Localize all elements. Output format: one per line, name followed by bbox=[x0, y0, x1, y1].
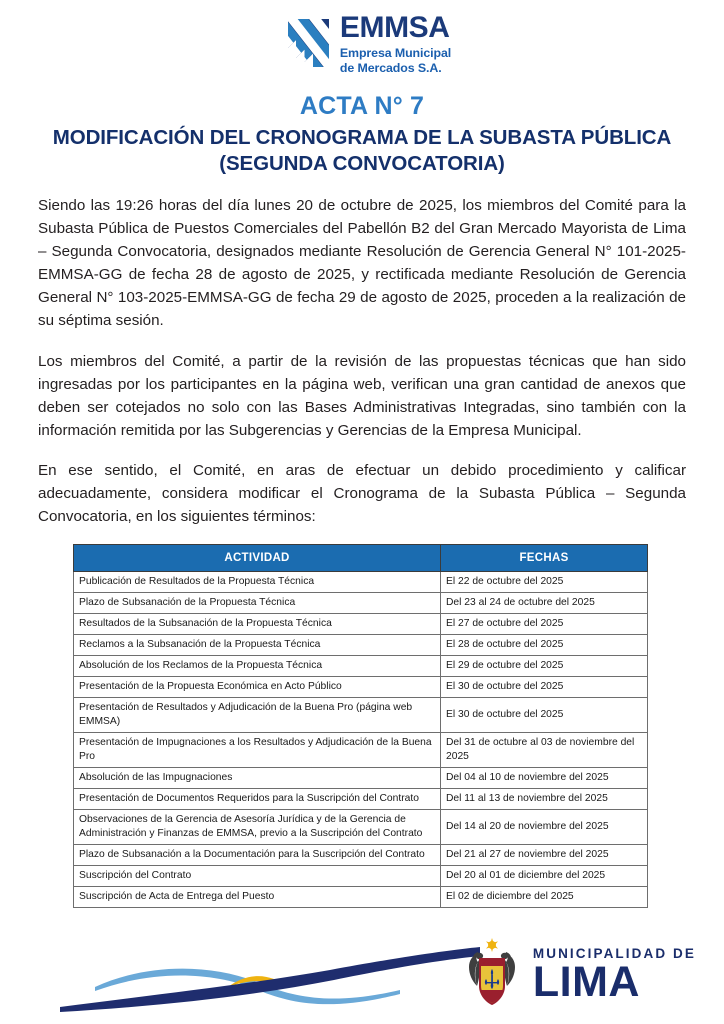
lima-coat-of-arms bbox=[461, 938, 523, 1012]
decorative-wave bbox=[0, 932, 480, 1024]
cell-activity: Resultados de la Subsanación de la Propuesta Técnica bbox=[74, 614, 441, 635]
cell-activity: Presentación de Resultados y Adjudicación de la Buena Pro (página web EMMSA) bbox=[74, 698, 441, 733]
cell-date: Del 04 al 10 de noviembre del 2025 bbox=[441, 768, 648, 789]
paragraph-3: En ese sentido, el Comité, en aras de efectuar un debido procedimiento y calificar adecuadamente, considera modificar el Cronograma de la Subasta Pública – Segunda Convocatoria, en los siguientes términos: bbox=[38, 461, 686, 526]
table-row bbox=[74, 614, 648, 635]
paragraph-1: Siendo las 19:26 horas del día lunes 20 de octubre de 2025, los miembros del Comité para la Subasta Pública de Puestos Comerciales del Pabellón B2 del Gran Mercado Mayorista de Lima – Segunda Convocatoria, designados mediante Resolución de Gerencia General N° 101-2025-EMMSA-GG de fecha 28 de agosto de 2025, y rectificada mediante Resolución de Gerencia General N° 103-2025-EMMSA-GG de fecha 29 de agosto de 2025, proceden a la realización de su séptima sesión. bbox=[38, 196, 686, 330]
emmsa-wordmark bbox=[340, 13, 451, 75]
cell-activity: Observaciones de la Gerencia de Asesoría Jurídica y de la Gerencia de Administración y Finanzas de EMMSA, previo a la Suscripción del Contrato bbox=[74, 810, 441, 845]
cell-activity: Presentación de la Propuesta Económica en Acto Público bbox=[74, 677, 441, 698]
cell-activity: Absolución de los Reclamos de la Propuesta Técnica bbox=[74, 656, 441, 677]
schedule-table-wrapper bbox=[73, 544, 651, 908]
table-row bbox=[74, 733, 648, 768]
lima-text: LIMA bbox=[532, 957, 640, 1006]
emmsa-name: EMMSA bbox=[339, 11, 450, 44]
document-header bbox=[0, 0, 724, 75]
cell-activity: Suscripción de Acta de Entrega del Puesto bbox=[74, 887, 441, 908]
table-row bbox=[74, 866, 648, 887]
table-row bbox=[74, 635, 648, 656]
cell-date: Del 21 al 27 de noviembre del 2025 bbox=[441, 845, 648, 866]
emmsa-logo bbox=[273, 13, 451, 75]
cell-date: Del 23 al 24 de octubre del 2025 bbox=[441, 593, 648, 614]
table-row bbox=[74, 593, 648, 614]
cell-date: Del 20 al 01 de diciembre del 2025 bbox=[441, 866, 648, 887]
table-row bbox=[74, 656, 648, 677]
body-text bbox=[38, 177, 686, 528]
table-row bbox=[74, 677, 648, 698]
cell-activity: Presentación de Documentos Requeridos para la Suscripción del Contrato bbox=[74, 789, 441, 810]
acta-title: ACTA N° 7 bbox=[299, 92, 425, 120]
column-header-fechas: FECHAS bbox=[441, 545, 648, 572]
lima-wordmark bbox=[532, 946, 696, 1006]
acta-subtitle: MODIFICACIÓN DEL CRONOGRAMA DE LA SUBASTA PÚBLICA (SEGUNDA CONVOCATORIA) bbox=[52, 125, 672, 175]
table-head bbox=[74, 545, 648, 572]
paragraph-2: Los miembros del Comité, a partir de la revisión de las propuestas técnicas que han sido ingresadas por los participantes en la página web, verifican una gran cantidad de anexos que deben ser cotejados no solo con las Bases Administrativas Integradas, sino también con la información remitida por las Subgerencias y Gerencias de la Empresa Municipal. bbox=[38, 352, 686, 439]
table-body bbox=[74, 572, 648, 908]
document-footer bbox=[0, 932, 724, 1024]
column-header-actividad: ACTIVIDAD bbox=[74, 545, 441, 572]
cell-activity: Presentación de Impugnaciones a los Resultados y Adjudicación de la Buena Pro bbox=[74, 733, 441, 768]
table-row bbox=[74, 768, 648, 789]
cell-activity: Suscripción del Contrato bbox=[74, 866, 441, 887]
cell-date: Del 14 al 20 de noviembre del 2025 bbox=[441, 810, 648, 845]
cell-date: Del 31 de octubre al 03 de noviembre del 2025 bbox=[441, 733, 648, 768]
cell-activity: Plazo de Subsanación de la Propuesta Técnica bbox=[74, 593, 441, 614]
cell-date: El 02 de diciembre del 2025 bbox=[441, 887, 648, 908]
crest-star-icon bbox=[486, 938, 498, 952]
table-header-row bbox=[74, 545, 648, 572]
table-row bbox=[74, 810, 648, 845]
cell-activity: Publicación de Resultados de la Propuesta Técnica bbox=[74, 572, 441, 593]
cell-date: Del 11 al 13 de noviembre del 2025 bbox=[441, 789, 648, 810]
schedule-table bbox=[73, 544, 648, 908]
table-row bbox=[74, 887, 648, 908]
emmsa-subtitle-line2: de Mercados S.A. bbox=[339, 60, 442, 75]
lima-municipalidad-text: MUNICIPALIDAD DE bbox=[532, 946, 696, 962]
cell-date: El 28 de octubre del 2025 bbox=[441, 635, 648, 656]
cell-date: El 30 de octubre del 2025 bbox=[441, 698, 648, 733]
table-row bbox=[74, 572, 648, 593]
cell-date: El 30 de octubre del 2025 bbox=[441, 677, 648, 698]
emmsa-subtitle-line1: Empresa Municipal bbox=[339, 46, 452, 60]
cell-activity: Reclamos a la Subsanación de la Propuesta Técnica bbox=[74, 635, 441, 656]
table-row bbox=[74, 789, 648, 810]
cell-date: El 27 de octubre del 2025 bbox=[441, 614, 648, 635]
emmsa-w-mark bbox=[273, 17, 331, 71]
cell-date: El 29 de octubre del 2025 bbox=[441, 656, 648, 677]
cell-activity: Absolución de las Impugnaciones bbox=[74, 768, 441, 789]
table-row bbox=[74, 845, 648, 866]
table-row bbox=[74, 698, 648, 733]
emmsa-subtitle bbox=[340, 46, 451, 75]
lima-logo bbox=[461, 938, 696, 1012]
cell-activity: Plazo de Subsanación a la Documentación para la Suscripción del Contrato bbox=[74, 845, 441, 866]
cell-date: El 22 de octubre del 2025 bbox=[441, 572, 648, 593]
crest-shield bbox=[479, 958, 505, 1005]
title-block bbox=[0, 93, 724, 177]
